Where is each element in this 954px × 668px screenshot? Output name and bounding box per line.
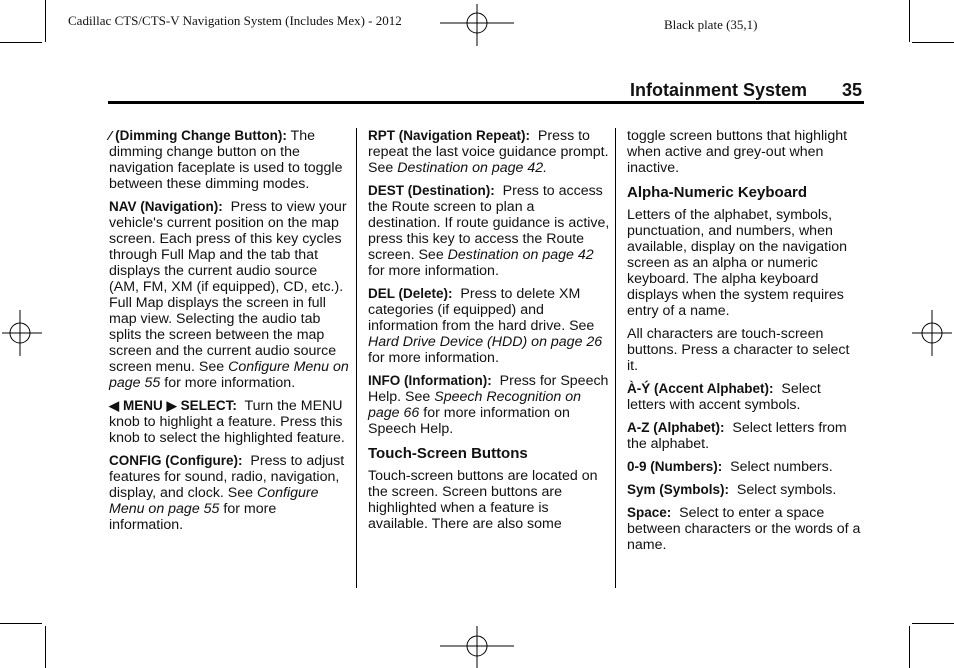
del-entry [368, 286, 610, 366]
column-divider [615, 128, 616, 588]
crop-mark [912, 42, 954, 43]
space-entry [627, 505, 863, 553]
column-divider [356, 128, 357, 588]
config-term: CONFIG (Configure): [109, 453, 243, 468]
keyboard-description-2: All characters are touch-screen buttons. Press a character to select it. [627, 326, 850, 374]
dimming-entry [109, 128, 349, 192]
crop-mark [0, 42, 42, 43]
keyboard-description: Letters of the alphabet, symbols, punctuation, and numbers, when available, display on the navigation screen as an alpha or numeric keyboard. The alpha keyboard displays when the system requires entry of a name. [627, 207, 848, 319]
crop-mark [909, 626, 910, 668]
menu-term: MENU [122, 398, 163, 413]
space-term: Space: [627, 505, 672, 520]
alphabet-description: Select letters from the alphabet. [627, 420, 847, 452]
symbols-entry [627, 482, 863, 498]
numbers-description: Select numbers. [730, 459, 833, 475]
space-description: Select to enter a space between characters or the words of a name. [627, 505, 861, 553]
registration-mark-right [912, 310, 952, 356]
rpt-entry [368, 128, 610, 176]
crop-mark [909, 0, 910, 42]
registration-mark-top [440, 4, 514, 46]
symbols-term: Sym (Symbols): [627, 482, 730, 497]
document-header-right: Black plate (35,1) [664, 17, 758, 32]
nav-term: NAV (Navigation): [109, 199, 223, 214]
page-number: 35 [842, 80, 863, 100]
dimming-term: (Dimming Change Button): [115, 128, 287, 143]
document-header-left: Cadillac CTS/CTS-V Navigation System (Includes Mex) - 2012 [68, 13, 402, 28]
crop-mark [0, 623, 42, 624]
accent-entry [627, 381, 863, 413]
touch-screen-continued: toggle screen buttons that highlight when active and grey-out when inactive. [627, 128, 848, 176]
info-entry [368, 373, 610, 437]
column-3 [627, 128, 863, 560]
info-tail: for more information on Speech Help. [368, 405, 570, 437]
touch-screen-description: Touch-screen buttons are located on the screen. Screen buttons are highlighted when a feature is available. There are also some [368, 468, 598, 532]
rpt-reference: Destination on page 42. [397, 160, 548, 176]
menu-left-arrow-icon: ◀ [109, 398, 119, 413]
dest-entry [368, 183, 610, 279]
alphabet-term: A-Z (Alphabet): [627, 420, 725, 435]
nav-tail: for more information. [164, 375, 296, 391]
del-description: Press to delete XM categories (if equipped) and information from the hard drive. See [368, 286, 595, 334]
accent-description: Select letters with accent symbols. [627, 381, 821, 413]
dest-term: DEST (Destination): [368, 183, 495, 198]
dest-tail: for more information. [368, 263, 499, 279]
nav-description: Press to view your vehicle's current position on the map screen. Each press of this key cycles through Full Map and the tab that displays the current audio source (AM, FM, XM (if equipped), CD, etc.). Full Map displays the screen in full map view. Selecting the audio tab splits the screen between the map screen and the current audio source screen menu. See [109, 199, 347, 375]
del-tail: for more information. [368, 350, 499, 366]
menu-select-description: Turn the MENU knob to highlight a feature. Press this knob to select the highlighted feature. [109, 398, 345, 446]
del-reference: Hard Drive Device (HDD) on page 26 [368, 334, 603, 350]
config-reference: Configure Menu on page 55 [109, 485, 319, 517]
crop-mark [45, 0, 46, 42]
nav-entry [109, 199, 349, 391]
rpt-description: Press to repeat the last voice guidance prompt. See [368, 128, 609, 176]
config-tail: for more information. [109, 501, 277, 533]
section-title: Infotainment System [630, 80, 808, 100]
crop-mark [912, 623, 954, 624]
select-term: SELECT: [180, 398, 237, 413]
config-description: Press to adjust features for sound, radio, navigation, display, and clock. See [109, 453, 345, 501]
nav-reference: Configure Menu on page 55 [109, 359, 349, 391]
accent-term: À-Ý (Accent Alphabet): [627, 381, 774, 396]
dimming-description: The dimming change button on the navigation faceplate is used to toggle between these dimming modes. [109, 128, 343, 192]
touch-screen-heading: Touch-Screen Buttons [368, 445, 528, 462]
rpt-term: RPT (Navigation Repeat): [368, 128, 531, 143]
info-term: INFO (Information): [368, 373, 492, 388]
header-rule [108, 101, 864, 104]
dest-description: Press to access the Route screen to plan a destination. If route guidance is active, press this key to access the Route screen. See [368, 183, 610, 263]
del-term: DEL (Delete): [368, 286, 453, 301]
numbers-term: 0-9 (Numbers): [627, 459, 723, 474]
select-right-arrow-icon: ▶ [166, 398, 177, 413]
column-2 [368, 128, 610, 539]
menu-select-entry [109, 398, 349, 446]
dest-reference: Destination on page 42 [447, 247, 594, 263]
keyboard-heading: Alpha-Numeric Keyboard [627, 184, 808, 201]
numbers-entry [627, 459, 863, 475]
dimming-icon: ⁄ [109, 128, 112, 143]
config-entry [109, 453, 349, 533]
registration-mark-bottom [440, 626, 514, 668]
info-reference: Speech Recognition on page 66 [368, 389, 581, 421]
column-1 [109, 128, 349, 540]
registration-mark-left [2, 310, 42, 356]
alphabet-entry [627, 420, 863, 452]
symbols-description: Select symbols. [736, 482, 837, 498]
crop-mark [45, 626, 46, 668]
info-description: Press for Speech Help. See [368, 373, 609, 405]
